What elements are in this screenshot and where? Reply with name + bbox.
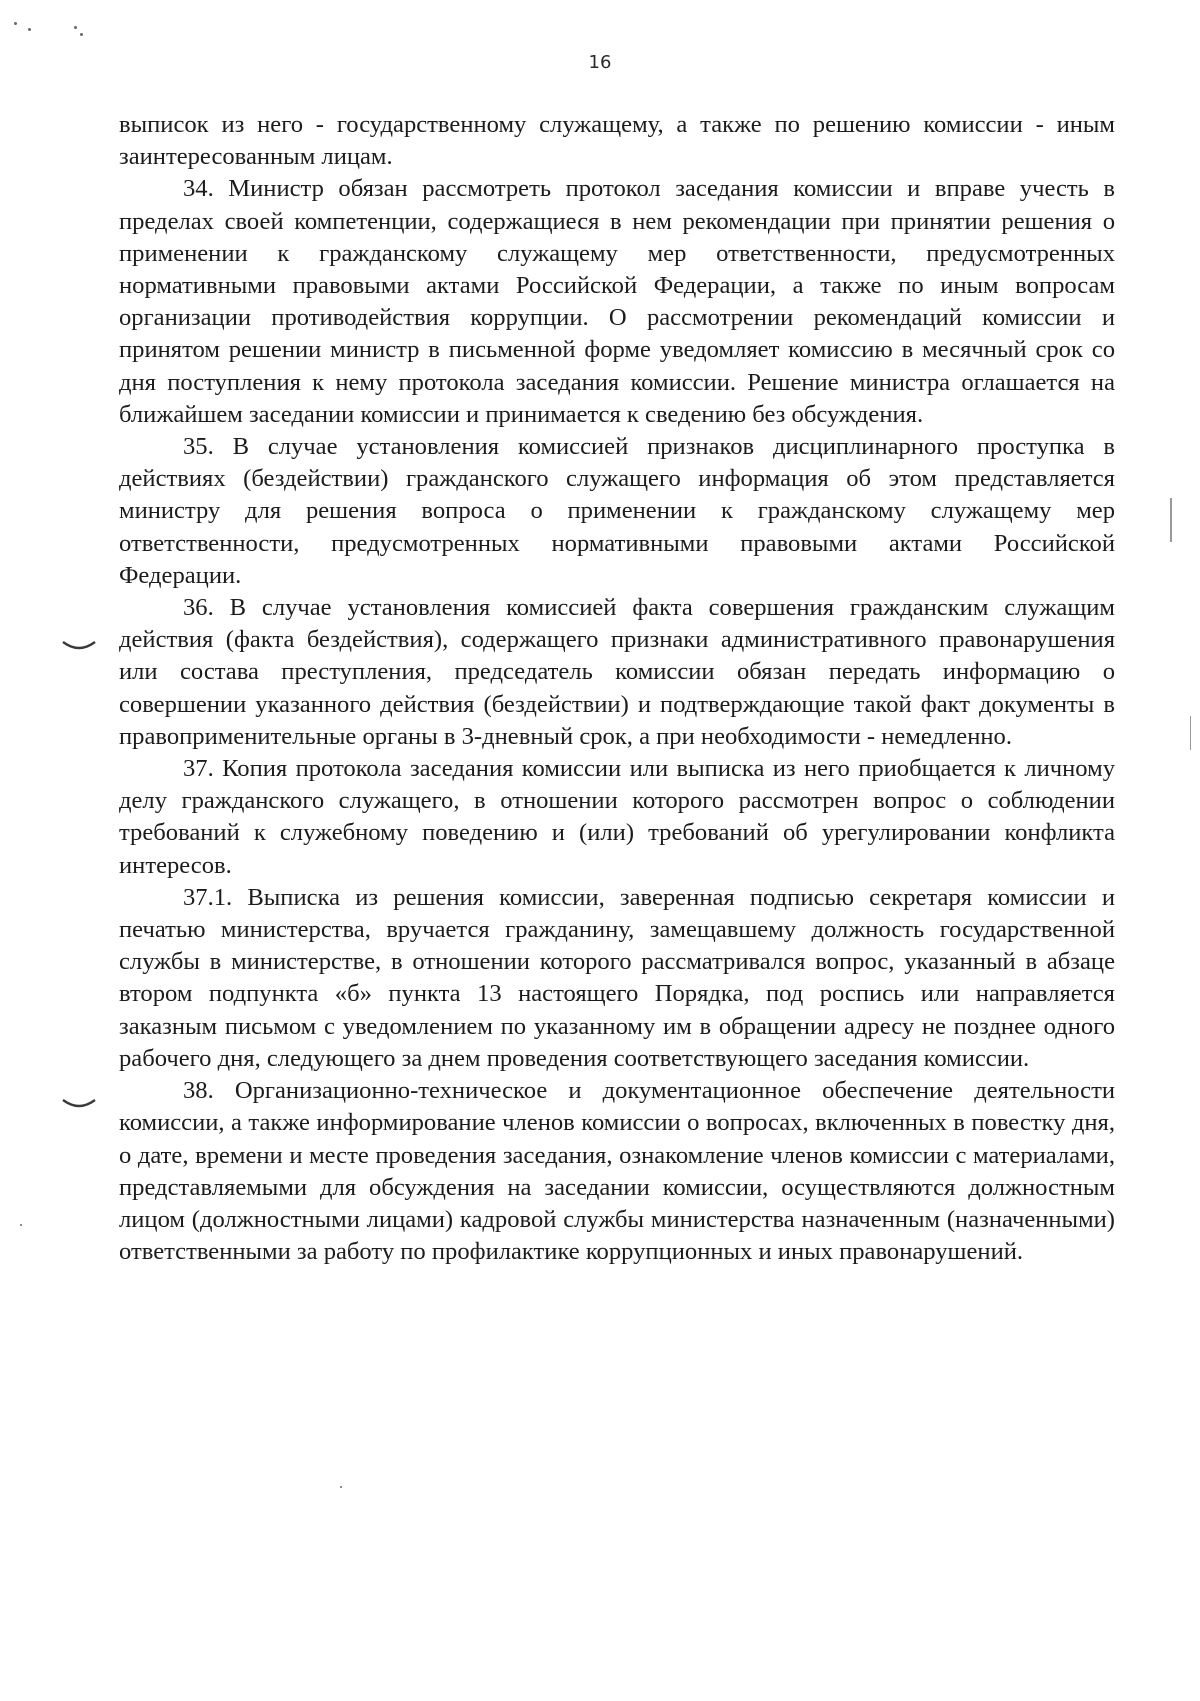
scan-edge-mark <box>1190 716 1191 750</box>
paragraph: выписок из него - государственному служащему, а также по решению комиссии - иным заинтересованным лицам. <box>119 111 1115 171</box>
paragraph-37-1: 37.1. Выписка из решения комиссии, заверенная подписью секретаря комиссии и печатью министерства, вручается гражданину, замещавшему должность государственной службы в министерстве, в отношении которого рассматривался вопрос, указанный в абзаце втором подпункта «б» пункта 13 настоящего Порядка, под роспись или направляется заказным письмом с уведомлением по указанному им в обращении адресу не позднее одного рабочего дня, следующего за днем проведения соответствующего заседания комиссии. <box>119 883 1115 1072</box>
document-body <box>119 109 1115 1268</box>
paragraph-37: 37. Копия протокола заседания комиссии или выписка из него приобщается к личному делу гражданского служащего, в отношении которого рассмотрен вопрос о соблюдении требований к служебному поведению и (или) требований об урегулировании конфликта интересов. <box>119 755 1115 879</box>
paragraph-36: 36. В случае установления комиссией факта совершения гражданским служащим действия (факта бездействия), содержащего признаки административного правонарушения или состава преступления, председатель комиссии обязан передать информацию о совершении указанного действия (бездействии) и подтверждающие такой факт документы в правоприменительные органы в 3-дневный срок, а при необходимости - немедленно. <box>119 594 1115 750</box>
scan-speck <box>340 1486 342 1488</box>
scan-edge-mark <box>1170 498 1172 542</box>
scan-speck <box>14 22 17 25</box>
scan-speck <box>80 33 83 36</box>
binder-hole-mark <box>62 640 96 652</box>
scan-speck <box>74 26 77 29</box>
paragraph-34: 34. Министр обязан рассмотреть протокол заседания комиссии и вправе учесть в пределах своей компетенции, содержащиеся в нем рекомендации при принятии решения о применении к гражданскому служащему мер ответственности, предусмотренных нормативными правовыми актами Российской Федерации, а также по иным вопросам организации противодействия коррупции. О рассмотрении рекомендаций комиссии и принятом решении министр в письменной форме уведомляет комиссию в месячный срок со дня поступления к нему протокола заседания комиссии. Решение министра оглашается на ближайшем заседании комиссии и принимается к сведению без обсуждения. <box>119 175 1115 428</box>
paragraph-35: 35. В случае установления комиссией признаков дисциплинарного проступка в действиях (бездействии) гражданского служащего информация об этом представляется министру для решения вопроса о применении к гражданскому служащему мер ответственности, предусмотренных нормативными правовыми актами Российской Федерации. <box>119 433 1115 589</box>
paragraph-38: 38. Организационно-техническое и документационное обеспечение деятельности комиссии, а также информирование членов комиссии о вопросах, включенных в повестку дня, о дате, времени и месте проведения заседания, ознакомление членов комиссии с материалами, представляемыми для обсуждения на заседании комиссии, осуществляются должностным лицом (должностными лицами) кадровой службы министерства назначенным (назначенными) ответственными за работу по профилактике коррупционных и иных правонарушений. <box>119 1077 1115 1266</box>
scan-speck <box>20 1224 22 1226</box>
scan-speck <box>28 28 31 31</box>
page-number: 16 <box>588 52 612 73</box>
binder-hole-mark <box>62 1098 96 1110</box>
